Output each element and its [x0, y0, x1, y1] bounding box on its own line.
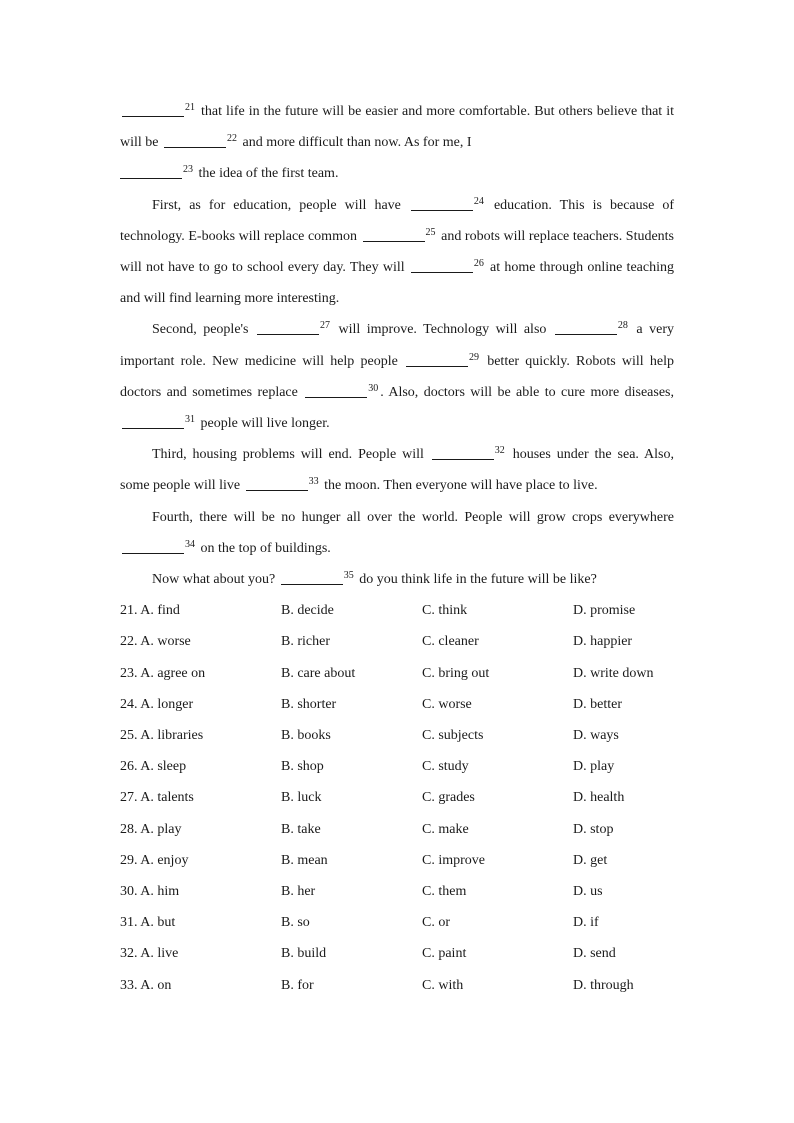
passage-text: a very important role. New medicine will help people: [120, 322, 674, 369]
answer-blank-25[interactable]: [363, 227, 425, 242]
option-b[interactable]: B. richer: [281, 634, 330, 650]
question-row-27: [120, 782, 674, 813]
passage-paragraph-health: [120, 314, 674, 439]
blank-number: 34: [185, 538, 195, 550]
passage-text: and more difficult than now. As for me, I: [239, 135, 472, 151]
option-c[interactable]: C. bring out: [422, 665, 490, 681]
option-d[interactable]: D. through: [573, 977, 634, 993]
passage-paragraph-housing: [120, 439, 674, 501]
option-d[interactable]: D. health: [573, 790, 625, 806]
answer-blank-26[interactable]: [411, 258, 473, 273]
passage-paragraph-intro: [120, 96, 674, 190]
answer-blank-29[interactable]: [406, 352, 468, 367]
option-a[interactable]: 27. A. talents: [120, 790, 194, 806]
passage-text: Fourth, there will be no hunger all over the world. People will grow crops everywhere: [152, 509, 674, 525]
passage-text: will improve. Technology will also: [332, 322, 553, 338]
option-d[interactable]: D. ways: [573, 728, 619, 743]
option-c[interactable]: C. or: [422, 915, 450, 931]
option-b[interactable]: B. books: [281, 728, 331, 743]
option-a[interactable]: 33. A. on: [120, 977, 172, 993]
blank-number: 23: [183, 164, 193, 176]
option-a[interactable]: 32. A. live: [120, 946, 179, 962]
answer-blank-28[interactable]: [555, 320, 617, 335]
blank-number: 21: [185, 102, 195, 113]
passage-paragraph-hunger: [120, 502, 674, 564]
option-b[interactable]: B. so: [281, 915, 310, 931]
question-row-23: [120, 658, 674, 689]
blank-number: 24: [473, 195, 484, 207]
option-a[interactable]: 22. A. worse: [120, 634, 191, 650]
question-row-29: [120, 845, 674, 876]
question-row-33: [120, 970, 674, 1001]
option-d[interactable]: D. stop: [573, 821, 614, 837]
blank-number: 32: [494, 445, 505, 457]
option-d[interactable]: D. us: [573, 883, 603, 899]
option-c[interactable]: C. think: [422, 603, 468, 619]
option-c[interactable]: C. cleaner: [422, 634, 479, 650]
option-c[interactable]: C. grades: [422, 790, 475, 806]
question-row-30: [120, 876, 674, 907]
option-c[interactable]: C. make: [422, 821, 469, 837]
question-row-22: [120, 626, 674, 657]
blank-number: 35: [343, 570, 354, 582]
answer-blank-32[interactable]: [432, 445, 494, 460]
question-row-26: [120, 751, 674, 782]
option-d[interactable]: D. write down: [573, 665, 654, 681]
blank-number: 26: [473, 258, 484, 270]
blank-number: 30: [368, 382, 379, 394]
answer-blank-22[interactable]: [164, 133, 226, 148]
question-row-28: [120, 814, 674, 845]
answer-blank-23[interactable]: [120, 164, 182, 179]
option-b[interactable]: B. take: [281, 821, 321, 837]
option-a[interactable]: 24. A. longer: [120, 696, 194, 712]
option-b[interactable]: B. luck: [281, 790, 322, 806]
option-a[interactable]: 30. A. him: [120, 883, 180, 899]
answer-options: [120, 595, 674, 1000]
question-row-21: [120, 595, 674, 626]
option-b[interactable]: B. shorter: [281, 696, 337, 712]
option-c[interactable]: C. study: [422, 759, 469, 775]
passage-text: the idea of the first team.: [195, 166, 339, 182]
option-c[interactable]: C. paint: [422, 946, 467, 962]
option-b[interactable]: B. care about: [281, 665, 356, 681]
passage-paragraph-closing: [120, 564, 674, 595]
option-b[interactable]: B. for: [281, 977, 314, 993]
blank-number: 22: [227, 133, 237, 145]
answer-blank-21[interactable]: [122, 102, 184, 117]
passage-text: education. This is because of technology. E-books will replace common: [120, 197, 674, 244]
option-c[interactable]: C. subjects: [422, 728, 484, 743]
passage-text: houses under the sea. Also, some people will live: [120, 447, 674, 494]
option-c[interactable]: C. improve: [422, 852, 485, 868]
passage-text: do you think life in the future will be like?: [355, 572, 597, 588]
option-d[interactable]: D. better: [573, 696, 622, 712]
option-d[interactable]: D. send: [573, 946, 616, 962]
answer-blank-27[interactable]: [257, 320, 319, 335]
blank-number: 25: [425, 226, 436, 238]
question-row-31: [120, 907, 674, 938]
option-b[interactable]: B. build: [281, 946, 327, 962]
blank-number: 29: [469, 351, 480, 363]
option-c[interactable]: C. them: [422, 883, 467, 899]
blank-number: 27: [320, 320, 330, 332]
passage-text: the moon. Then everyone will have place to live.: [320, 478, 598, 494]
answer-blank-34[interactable]: [122, 539, 184, 554]
passage-text: on the top of buildings.: [197, 540, 331, 556]
passage-text: people will live longer.: [197, 416, 330, 432]
option-b[interactable]: B. decide: [281, 603, 334, 619]
passage-text: and robots will replace teachers. Students will not have to go to school every day. They will: [120, 228, 675, 276]
question-row-25: [120, 720, 674, 751]
passage-text: Third, housing problems will end. People will: [152, 447, 430, 463]
passage-text: at home through online teaching and will find learning more interesting.: [120, 260, 674, 307]
option-a[interactable]: 28. A. play: [120, 821, 182, 837]
answer-blank-24[interactable]: [411, 196, 473, 211]
option-c[interactable]: C. worse: [422, 696, 472, 712]
option-b[interactable]: B. mean: [281, 852, 328, 868]
option-a[interactable]: 21. A. find: [120, 603, 180, 619]
option-a[interactable]: 31. A. but: [120, 915, 176, 931]
answer-blank-35[interactable]: [281, 570, 343, 585]
option-a[interactable]: 29. A. enjoy: [120, 852, 189, 868]
blank-number: 33: [308, 476, 319, 488]
passage-text: better quickly. Robots will help doctors and sometimes replace: [120, 353, 674, 400]
option-a[interactable]: 25. A. libraries: [120, 728, 204, 743]
option-b[interactable]: B. shop: [281, 759, 324, 775]
answer-blank-31[interactable]: [122, 414, 184, 429]
option-a[interactable]: 26. A. sleep: [120, 759, 187, 775]
option-b[interactable]: B. her: [281, 883, 316, 899]
passage-text: that life in the future will be easier and more comfortable. But others believe that it will be: [120, 104, 674, 151]
option-a[interactable]: 23. A. agree on: [120, 665, 206, 681]
passage-text: . Also, doctors will be able to cure more diseases,: [380, 384, 675, 400]
passage-paragraph-education: [120, 190, 674, 315]
option-d[interactable]: D. get: [573, 852, 608, 868]
passage-text: First, as for education, people will have: [152, 197, 409, 213]
blank-number: 28: [617, 320, 628, 332]
blank-number: 31: [185, 414, 195, 426]
passage-text: Second, people's: [152, 322, 255, 338]
option-d[interactable]: D. promise: [573, 603, 636, 619]
answer-blank-30[interactable]: [305, 383, 367, 398]
passage-text: Now what about you?: [152, 572, 279, 588]
option-d[interactable]: D. happier: [573, 634, 633, 650]
question-row-32: [120, 938, 674, 969]
question-row-24: [120, 689, 674, 720]
option-c[interactable]: C. with: [422, 977, 464, 993]
option-d[interactable]: D. play: [573, 759, 615, 775]
document-page: [120, 96, 674, 1001]
option-d[interactable]: D. if: [573, 915, 599, 931]
answer-blank-33[interactable]: [246, 476, 308, 491]
